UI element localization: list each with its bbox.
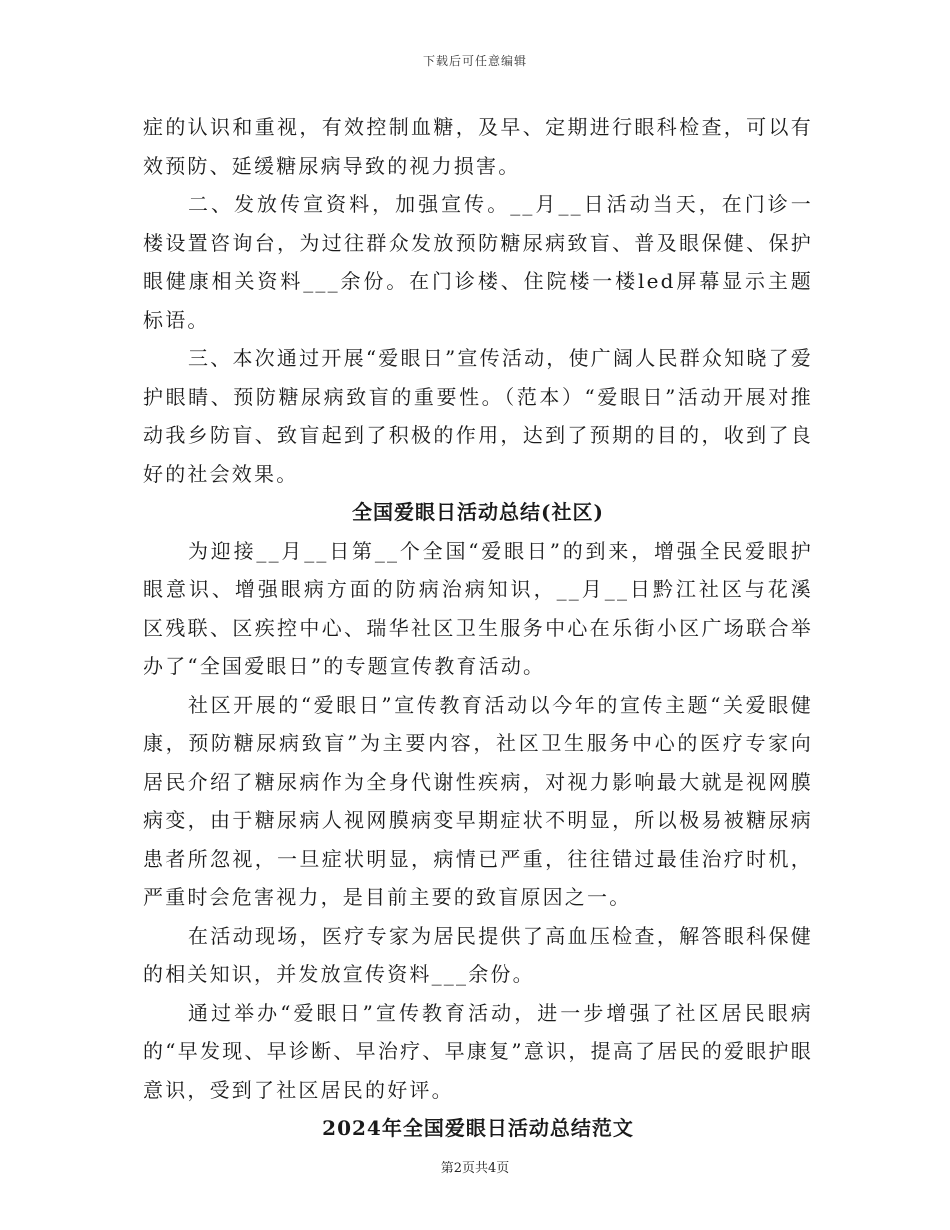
document-body <box>143 108 813 1148</box>
paragraph-item-2: 二、发放传宣资料，加强宣传。__月__日活动当天，在门诊一楼设置咨询台，为过往群众发放预防糖尿病致盲、普及眼保健、保护眼健康相关资料___余份。在门诊楼、住院楼一楼led屏幕显示主题标语。 <box>143 192 813 332</box>
paragraph-community-onsite: 在活动现场，医疗专家为居民提供了高血压检查，解答眼科保健的相关知识，并发放宣传资料___余份。 <box>143 923 813 986</box>
section-heading-community: 全国爱眼日活动总结(社区) <box>352 500 604 524</box>
paragraph-continuation: 症的认识和重视，有效控制血糖，及早、定期进行眼科检查，可以有效预防、延缓糖尿病导致的视力损害。 <box>143 115 813 178</box>
page-footer: 第2页共4页 <box>440 1161 510 1176</box>
paragraph-community-intro: 为迎接__月__日第__个全国“爱眼日”的到来，增强全民爱眼护眼意识、增强眼病方面的防病治病知识，__月__日黔江社区与花溪区残联、区疾控中心、瑞华社区卫生服务中心在乐街小区广场联合举办了“全国爱眼日”的专题宣传教育活动。 <box>143 538 813 678</box>
page-header: 下载后可任意编辑 <box>422 54 527 68</box>
paragraph-community-result: 通过举办“爱眼日”宣传教育活动，进一步增强了社区居民眼病的“早发现、早诊断、早治疗、早康复”意识，提高了居民的爱眼护眼意识，受到了社区居民的好评。 <box>143 1000 813 1102</box>
section-heading-2024: 2024年全国爱眼日活动总结范文 <box>322 1116 634 1140</box>
paragraph-item-3: 三、本次通过开展“爱眼日”宣传活动，使广阔人民群众知晓了爱护眼睛、预防糖尿病致盲的重要性。（范本）“爱眼日”活动开展对推动我乡防盲、致盲起到了积极的作用，达到了预期的目的，收到了良好的社会效果。 <box>143 346 813 486</box>
paragraph-community-theme: 社区开展的“爱眼日”宣传教育活动以今年的宣传主题“关爱眼健康，预防糖尿病致盲”为主要内容，社区卫生服务中心的医疗专家向居民介绍了糖尿病作为全身代谢性疾病，对视力影响最大就是视网膜病变，由于糖尿病人视网膜病变早期症状不明显，所以极易被糖尿病患者所忽视，一旦症状明显，病情已严重，往往错过最佳治疗时机，严重时会危害视力，是目前主要的致盲原因之一。 <box>143 692 813 909</box>
